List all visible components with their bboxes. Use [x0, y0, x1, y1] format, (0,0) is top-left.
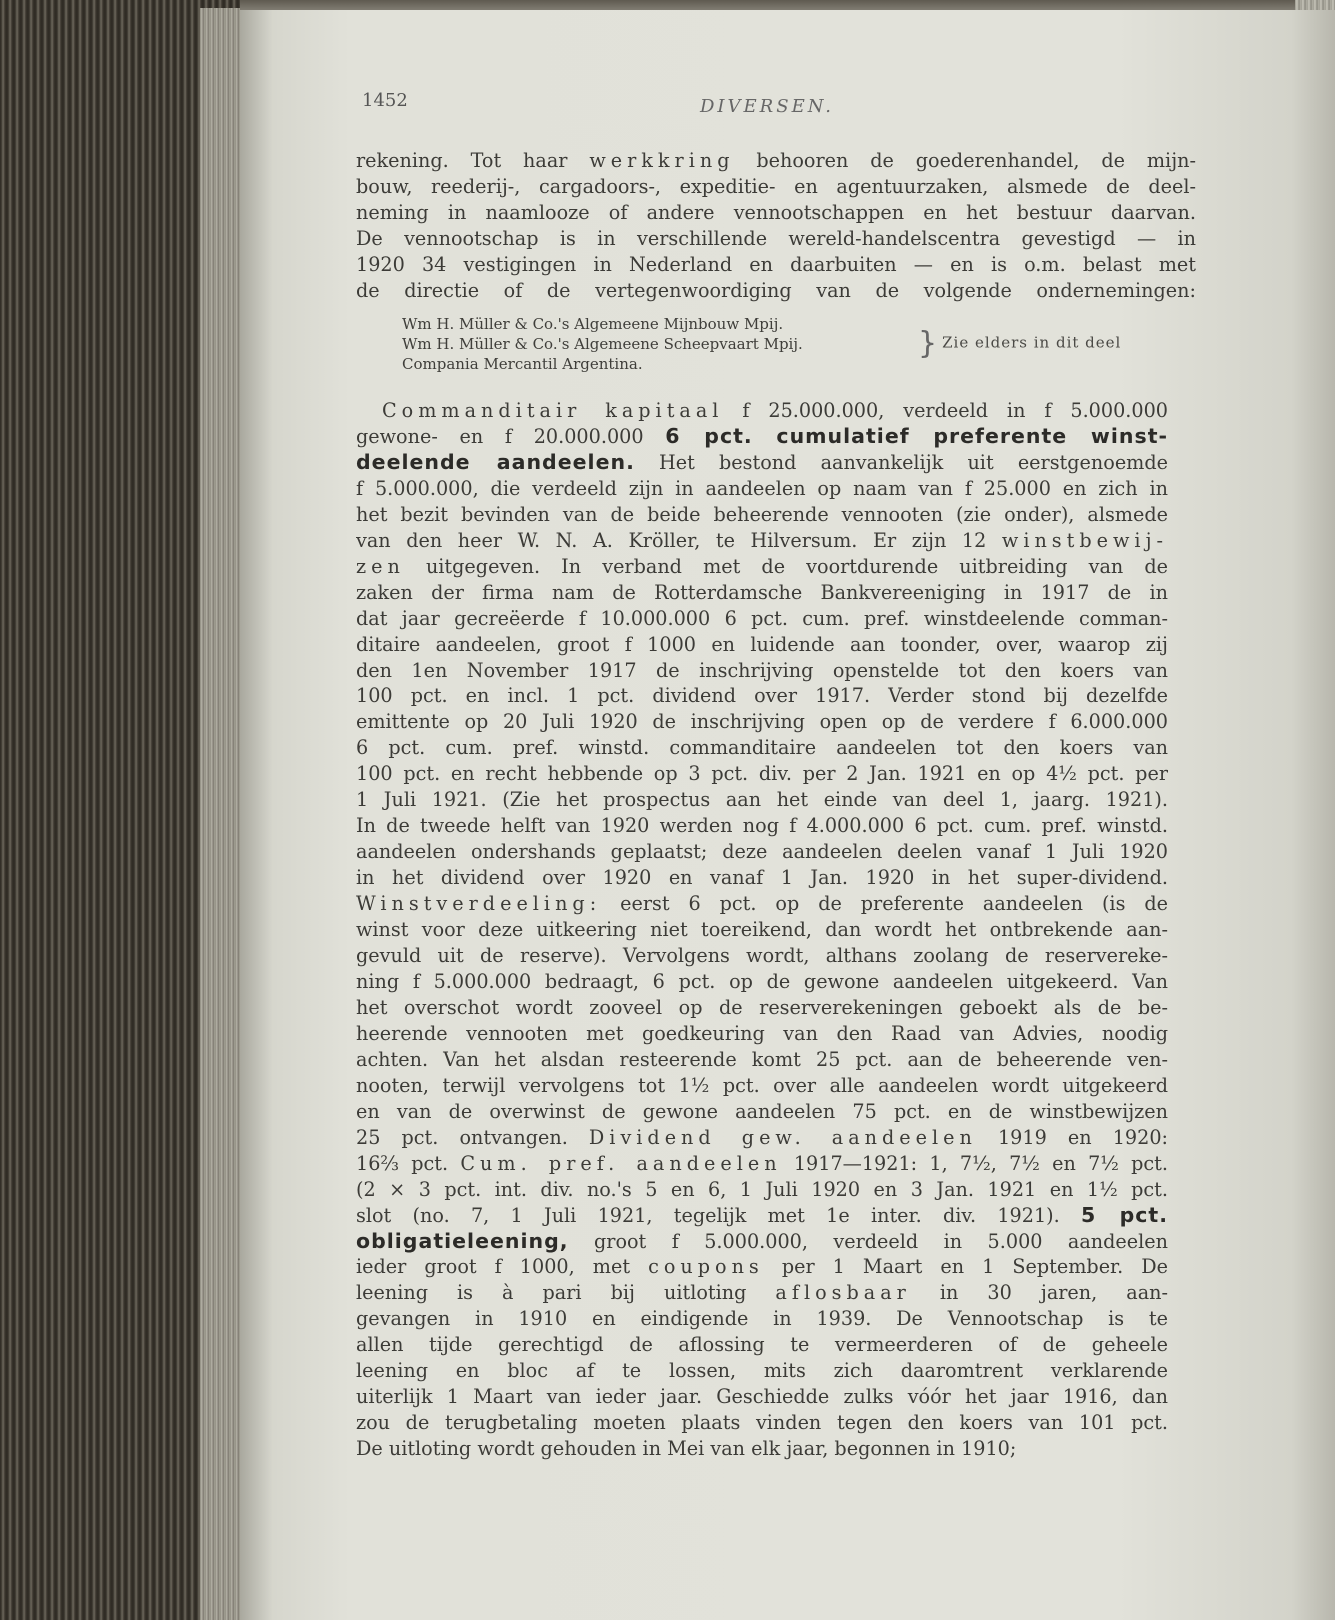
- text-line: van den heer W. N. A. Kröller, te Hilversum. Er zijn 12 winstbewij-: [356, 528, 1168, 552]
- text-line: heerende vennooten met goedkeuring van den Raad van Advies, noodig: [356, 1021, 1168, 1045]
- brace-note-text: Zie elders in dit deel: [942, 333, 1122, 352]
- text-line: obligatieleening, groot f 5.000.000, verdeeld in 5.000 aandeelen: [356, 1228, 1168, 1253]
- text-line: uiterlijk 1 Maart van ieder jaar. Geschiedde zulks vóór het jaar 1916, dan: [356, 1385, 1168, 1409]
- text-line: 16⅔ pct. Cum. pref. aandeelen 1917—1921: 1, 7½, 7½ en 7½ pct.: [356, 1151, 1168, 1175]
- text-line: emittente op 20 Juli 1920 de inschrijving open op de verdere f 6.000.000: [356, 710, 1168, 734]
- text-line: rekening. Tot haar werkkring behooren de goederenhandel, de mijn-: [356, 149, 1196, 172]
- text-line: het bezit bevinden van de beide beheerende vennooten (zie onder), alsmede: [356, 502, 1168, 526]
- spaced-term: werkkring: [589, 149, 735, 172]
- text-line: slot (no. 7, 1 Juli 1921, tegelijk met 1e inter. div. 1921). 5 pct.: [356, 1202, 1168, 1227]
- text-line: ditaire aandeelen, groot f 1000 en luidende aan toonder, over, waarop zij: [356, 632, 1168, 656]
- text-line: (2 × 3 pct. int. div. no.'s 5 en 6, 1 Juli 1920 en 3 Jan. 1921 en 1½ pct.: [356, 1177, 1168, 1201]
- text-line: leening en bloc af te lossen, mits zich daaromtrent verklarende: [356, 1359, 1168, 1383]
- text-line: Winstverdeeling: eerst 6 pct. op de preferente aandeelen (is de: [356, 892, 1168, 916]
- text-line: neming in naamlooze of andere vennootschappen en het bestuur daarvan.: [356, 201, 1196, 225]
- text-line: gevangen in 1910 en eindigende in 1939. De Vennootschap is te: [356, 1307, 1168, 1331]
- text-line: ning f 5.000.000 bedraagt, 6 pct. op de gewone aandeelen uitgekeerd. Van: [356, 969, 1168, 993]
- list-item: Compania Mercantil Argentina.: [402, 355, 643, 373]
- text-line: De uitloting wordt gehouden in Mei van elk jaar, begonnen in 1910;: [356, 1437, 1017, 1461]
- text-line: 1920 34 vestigingen in Nederland en daarbuiten — en is o.m. belast met: [356, 253, 1196, 277]
- brace-note: [918, 326, 1121, 361]
- text-line: winst voor deze uitkeering niet toereikend, dan wordt het ontbrekende aan-: [356, 918, 1168, 942]
- text-line: de directie of de vertegenwoordiging van de volgende ondernemingen:: [356, 279, 1196, 303]
- text-line: 100 pct. en incl. 1 pct. dividend over 1917. Verder stond bij dezelfde: [356, 684, 1168, 708]
- running-head: DIVERSEN.: [700, 96, 835, 117]
- text-line: bouw, reederij-, cargadoors-, expeditie- en agentuurzaken, alsmede de deel-: [356, 175, 1196, 199]
- book-page: [240, 10, 1335, 1620]
- page-number: 1452: [362, 90, 408, 111]
- text-line: allen tijde gerechtigd de aflossing te vermeerderen of de geheele: [356, 1333, 1168, 1357]
- text-line: De vennootschap is in verschillende wereld-handelscentra gevestigd — in: [356, 227, 1196, 251]
- text-line: gewone- en f 20.000.000 6 pct. cumulatief preferente winst-: [356, 423, 1168, 448]
- text-line: 100 pct. en recht hebbende op 3 pct. div. per 2 Jan. 1921 en op 4½ pct. per: [356, 762, 1168, 786]
- text-line: het overschot wordt zooveel op de reserverekeningen geboekt als de be-: [356, 995, 1168, 1019]
- text-line: gevuld uit de reserve). Vervolgens wordt, althans zoolang de reservereke-: [356, 944, 1168, 968]
- text-line: nooten, terwijl vervolgens tot 1½ pct. over alle aandeelen wordt uitgekeerd: [356, 1073, 1168, 1097]
- text-line: zou de terugbetaling moeten plaats vinden tegen den koers van 101 pct.: [356, 1411, 1168, 1435]
- text-line: in het dividend over 1920 en vanaf 1 Jan. 1920 in het super-dividend.: [356, 866, 1168, 890]
- text-line: zaken der firma nam de Rotterdamsche Bankvereeniging in 1917 de in: [356, 580, 1168, 604]
- text-line: f 5.000.000, die verdeeld zijn in aandeelen op naam van f 25.000 en zich in: [356, 476, 1168, 500]
- text-line: leening is à pari bij uitloting aflosbaar in 30 jaren, aan-: [356, 1281, 1168, 1305]
- intro-paragraph: [356, 148, 1196, 305]
- main-paragraph: [356, 398, 1168, 1462]
- text-line: den 1en November 1917 de inschrijving openstelde tot den koers van: [356, 658, 1168, 682]
- text-line: achten. Van het alsdan resteerende komt 25 pct. aan de beheerende ven-: [356, 1047, 1168, 1071]
- text-line: 25 pct. ontvangen. Dividend gew. aandeelen 1919 en 1920:: [356, 1125, 1168, 1149]
- text-line: In de tweede helft van 1920 werden nog f 4.000.000 6 pct. cum. pref. winstd.: [356, 814, 1168, 838]
- text-line: en van de overwinst de gewone aandeelen 75 pct. en de winstbewijzen: [356, 1099, 1168, 1123]
- text-line: aandeelen ondershands geplaatst; deze aandeelen deelen vanaf 1 Juli 1920: [356, 840, 1168, 864]
- brace-icon: }: [918, 326, 939, 361]
- text-line: 6 pct. cum. pref. winstd. commanditaire aandeelen tot den koers van: [356, 736, 1168, 760]
- text-line: dat jaar gecreëerde f 10.000.000 6 pct. cum. pref. winstdeelende comman-: [356, 606, 1168, 630]
- text-line: Commanditair kapitaal f 25.000.000, verdeeld in f 5.000.000: [382, 399, 1168, 422]
- list-item: Wm H. Müller & Co.'s Algemeene Mijnbouw Mpij.: [402, 315, 784, 333]
- text-line: ieder groot f 1000, met coupons per 1 Maart en 1 September. De: [356, 1255, 1168, 1279]
- list-item: Wm H. Müller & Co.'s Algemeene Scheepvaart Mpij.: [402, 335, 803, 353]
- text-line: zen uitgegeven. In verband met de voortdurende uitbreiding van de: [356, 554, 1168, 578]
- text-line: 1 Juli 1921. (Zie het prospectus aan het einde van deel 1, jaarg. 1921).: [356, 788, 1168, 812]
- text-line: deelende aandeelen. Het bestond aanvankelijk uit eerstgenoemde: [356, 449, 1168, 474]
